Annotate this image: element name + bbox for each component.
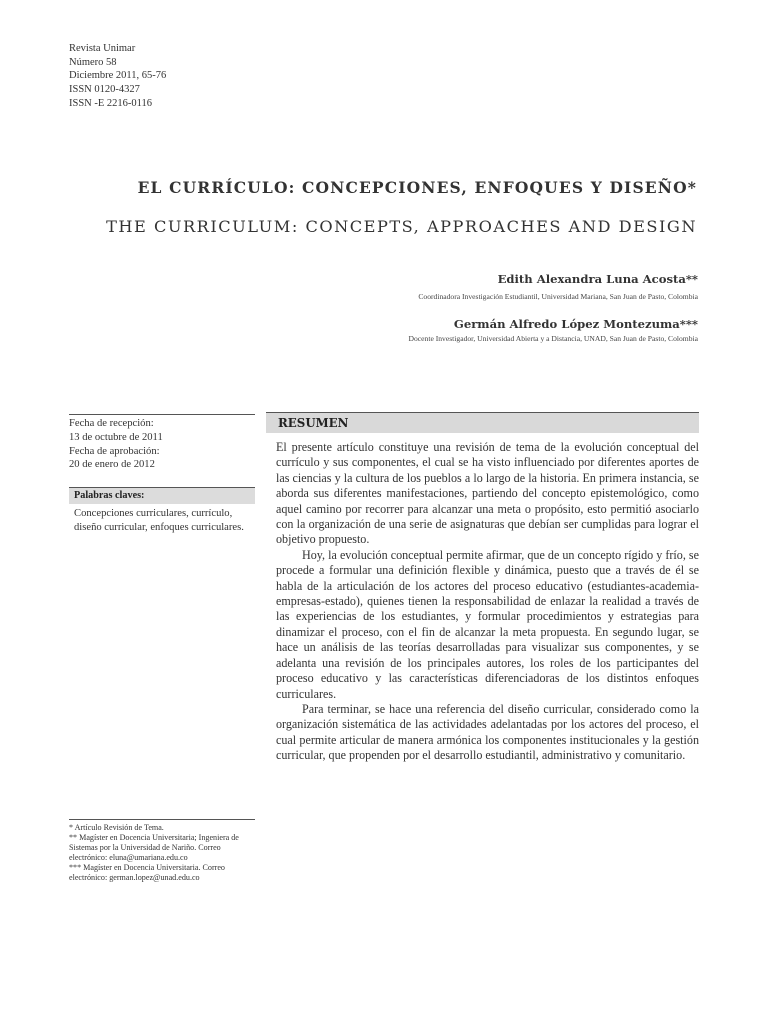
journal-info	[69, 42, 166, 111]
received-label: Fecha de recepción:	[69, 418, 154, 429]
author-affiliation: Coordinadora Investigación Estudiantil, Universidad Mariana, San Juan de Pasto, Colombia	[418, 292, 698, 301]
keywords-text: Concepciones curriculares, currículo, diseño curricular, enfoques curriculares.	[74, 507, 244, 533]
author-name: Edith Alexandra Luna Acosta**	[497, 272, 698, 286]
footnote: * Artículo Revisión de Tema.	[69, 823, 164, 832]
journal-name: Revista Unimar	[69, 43, 136, 54]
approved-date: 20 de enero de 2012	[69, 459, 155, 471]
journal-eissn: ISSN -E 2216-0116	[69, 97, 153, 109]
author-name: Germán Alfredo López Montezuma***	[453, 317, 698, 331]
title-english: THE CURRICULUM: CONCEPTS, APPROACHES AND DESIGN	[106, 217, 697, 236]
abstract-section	[266, 412, 699, 764]
journal-number: Número 58	[69, 56, 117, 68]
abstract-body	[266, 433, 699, 764]
footnote: ** Magíster en Docencia Universitaria; Ingeniera de Sistemas por la Universidad de Nariño. Correo electrónico: eluna@umariana.edu.co	[69, 833, 239, 863]
abstract-paragraph: Hoy, la evolución conceptual permite afirmar, que de un concepto rígido y frío, se procede a formular una definición flexible y dinámica, puesto que a través de él se habla de la articulación de los actores del proceso educativo (estudiantes-academia-empresas-estado), quienes tienen la responsabilidad de enlazar la realidad a través de las experiencias de los estudiantes, y formular procedimientos y estrategias para dinamizar el proceso, con el fin de alcanzar la meta propuesta. En segundo lugar, se hace un análisis de las teorías desarrolladas para visualizar sus componentes, y se adelanta una revisión de los principales autores, los roles de los participantes del proceso educativo y las características diferenciadoras de los distintos enfoques curriculares.	[276, 547, 699, 701]
keywords-heading: Palabras claves:	[69, 488, 255, 504]
author-affiliation: Docente Investigador, Universidad Abierta y a Distancia, UNAD, San Juan de Pasto, Colombia	[408, 334, 698, 343]
received-date: 13 de octubre de 2011	[69, 431, 163, 443]
journal-date-pages: Diciembre 2011, 65-76	[69, 70, 167, 82]
abstract-heading: RESUMEN	[266, 413, 699, 433]
keywords-box	[69, 487, 255, 534]
title-spanish: EL CURRÍCULO: CONCEPCIONES, ENFOQUES Y DISEÑO*	[137, 178, 697, 197]
footnote: *** Magíster en Docencia Universitaria. Correo electrónico: german.lopez@unad.edu.co	[69, 863, 225, 883]
abstract-paragraph: Para terminar, se hace una referencia del diseño curricular, considerado como la organización sistemática de las actividades adelantadas por los actores del proceso, el cual permite articular de manera armónica los componentes institucionales y la gestión curricular, que propenden por el desarrollo estudiantil, administrativo y comunitario.	[276, 701, 699, 763]
abstract-paragraph: El presente artículo constituye una revisión de tema de la evolución conceptual del currículo y sus componentes, el cual se ha visto influenciado por diferentes aportes de las ciencias y la cultura de los pueblos a lo largo de la historia. En primera instancia, se aborda sus diferentes manifestaciones, partiendo del concepto epistemológico, como aquel camino por recorrer para alcanzar una meta o propósito, esto permitió asociarlo con la organización de una serie de asignaturas que debían ser cumplidas para lograr el objetivo propuesto.	[276, 440, 699, 547]
approved-label: Fecha de aprobación:	[69, 445, 160, 457]
footnotes	[69, 819, 255, 884]
journal-issn: ISSN 0120-4327	[69, 84, 140, 96]
submission-dates	[69, 414, 255, 472]
